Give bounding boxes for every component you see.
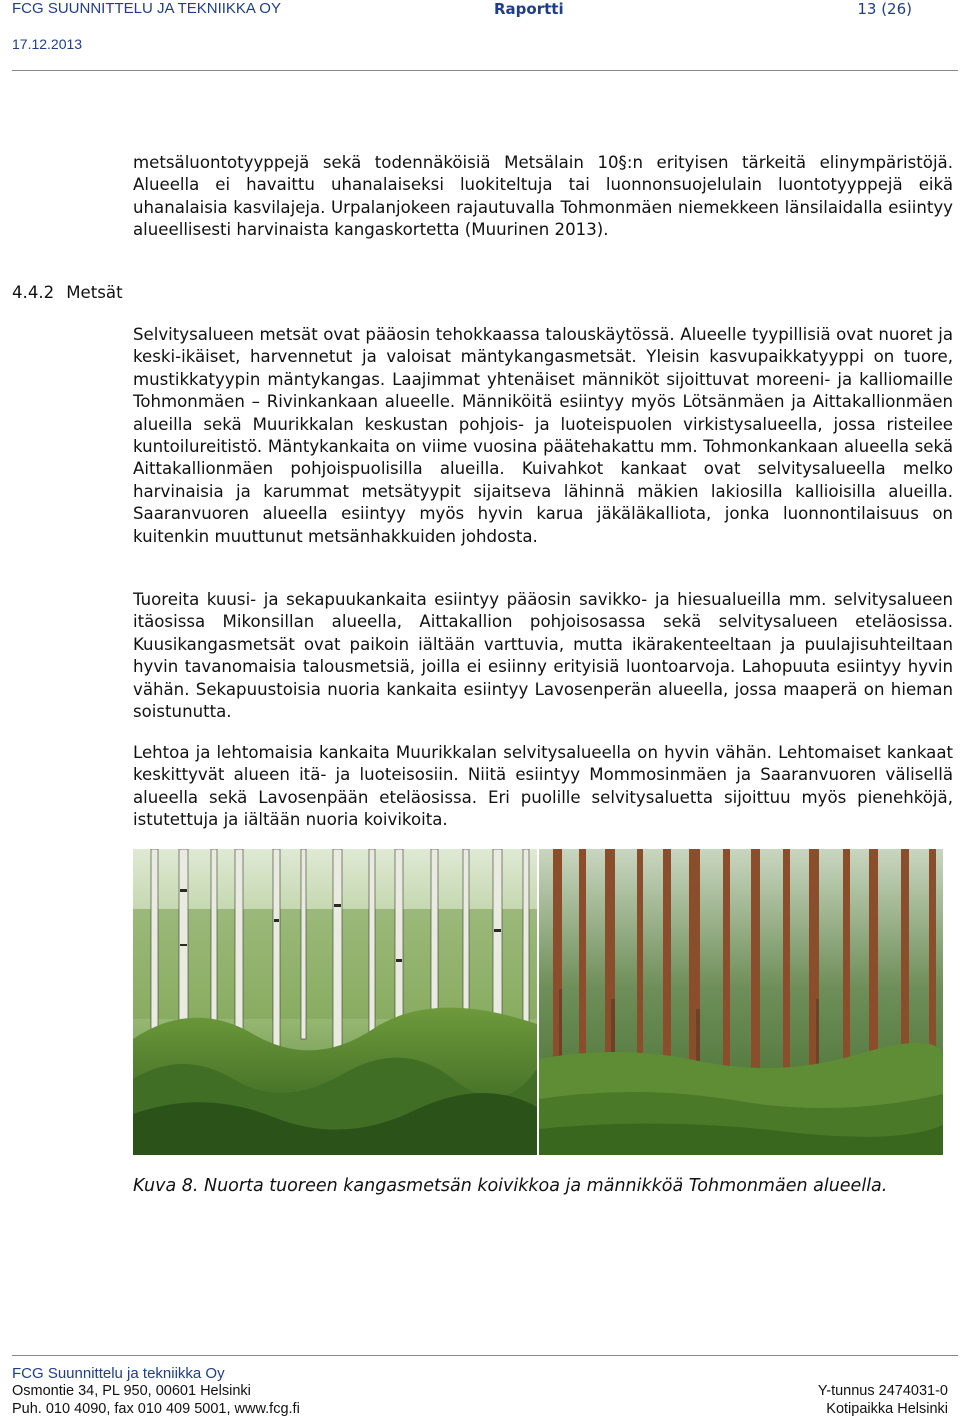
header-date: 17.12.2013: [12, 36, 83, 52]
paragraph-groves: Lehtoa ja lehtomaisia kankaita Muurikkalan selvitysalueella on hyvin vähän. Lehtomaiset kankaat keskittyvät alueen itä- ja luoteisosiin. Niitä esiintyy Mommosinmäen ja Saaranvuoren välisellä alueella sekä Lavosenpään eteläosissa. Eri puolille selvitysaluetta sijoittuu myös pienehköjä, istutettuja ja iältään nuoria koivikoita.: [133, 743, 953, 830]
section-title: Metsät: [66, 283, 123, 302]
paragraph-pine-forests: Selvitysalueen metsät ovat pääosin tehokkaassa talouskäytössä. Alueelle tyypillisiä ovat nuoret ja keski-ikäiset, harvennetut ja valoisat mäntykangasmetsät. Yleisin kasvupaikkatyyppi on tuore, mustikkatyypin mäntykangas. Laajimmat yhtenäiset männiköt sijoittuvat moreeni- ja kalliomaille Tohmonmäen – Rivinkankaan alueelle. Männiköitä esiintyy myös Lötsänmäen ja Aittakallionmäen alueilla sekä Muurikkalan keskustan pohjois- ja luoteispuolen virkistysalueella, jossa risteilee kuntoilureitistö. Mäntykankaita on viime vuosina päätehakattu mm. Tohmonkankaan alueella sekä Aittakallionmäen pohjoispuolisilla alueilla. Kuivahkot kankaat ovat selvitysalueella melko harvinaisia ja karummat metsätyypit sijaitseva lähinnä mäkien lakiosilla kallioisilla alueilla. Saaranvuoren alueella esiintyy myös hyvin karua jäkäläkalliota, jonka luonnontilaisuus on kuitenkin muuttunut metsänhakkuiden johdosta.: [133, 325, 953, 546]
header-company: FCG SUUNNITTELU JA TEKNIIKKA OY: [12, 0, 281, 17]
page-header: [12, 0, 912, 18]
footer-company: FCG Suunnittelu ja tekniikka Oy: [12, 1365, 225, 1382]
section-heading: [12, 283, 123, 302]
paragraph-spruce-forests: Tuoreita kuusi- ja sekapuukankaita esiintyy pääosin savikko- ja hiesualueilla mm. selvitysalueen itäosissa Mikonsillan alueella, Aittakallion pohjoisosassa sekä selvitysalueen eteläosissa. Kuusikangasmetsät ovat paikoin iältään varttuvia, mutta ikärakenteeltaan ja puulajisuhteiltaan hyvin tavanomaisia talousmetsiä, joilla ei esiinny erityisiä luontoarvoja. Lahopuuta esiintyy hyvin vähän. Sekapuustoisia nuoria kankaita esiintyy Lavosenperän alueella, jossa maaperä on hieman soistunutta.: [133, 590, 953, 722]
birch-forest-photo: [133, 849, 537, 1155]
footer-divider: [12, 1355, 958, 1356]
footer-contact: Puh. 010 4090, fax 010 409 5001, www.fcg.fi: [12, 1401, 300, 1417]
header-divider: [12, 70, 958, 71]
footer-business-id: Y-tunnus 2474031-0: [817, 1383, 948, 1399]
section-number: 4.4.2: [12, 283, 55, 302]
paragraph-intro: metsäluontotyyppejä sekä todennäköisiä Metsälain 10§:n erityisen tärkeitä elinympäristöjä. Alueella ei havaittu uhanalaiseksi luokiteltuja tai luonnonsuojelulain luontotyyppejä eikä uhanalaisia kasvilajeja. Urpalanjokeen rajautuvalla Tohmonmäen niemekkeen länsilaidalla esiintyy alueellisesti harvinaista kangaskortetta (Muurinen 2013).: [133, 153, 953, 240]
pine-forest-photo: [539, 849, 943, 1155]
figure-caption: Kuva 8. Nuorta tuoreen kangasmetsän koivikkoa ja männikköä Tohmonmäen alueella.: [133, 1176, 888, 1196]
footer-domicile: Kotipaikka Helsinki: [826, 1401, 948, 1417]
figure-photos: [133, 849, 943, 1155]
footer-address: Osmontie 34, PL 950, 00601 Helsinki: [12, 1383, 251, 1399]
header-page-number: 13 (26): [857, 0, 912, 18]
header-doc-type: Raportti: [494, 0, 564, 18]
